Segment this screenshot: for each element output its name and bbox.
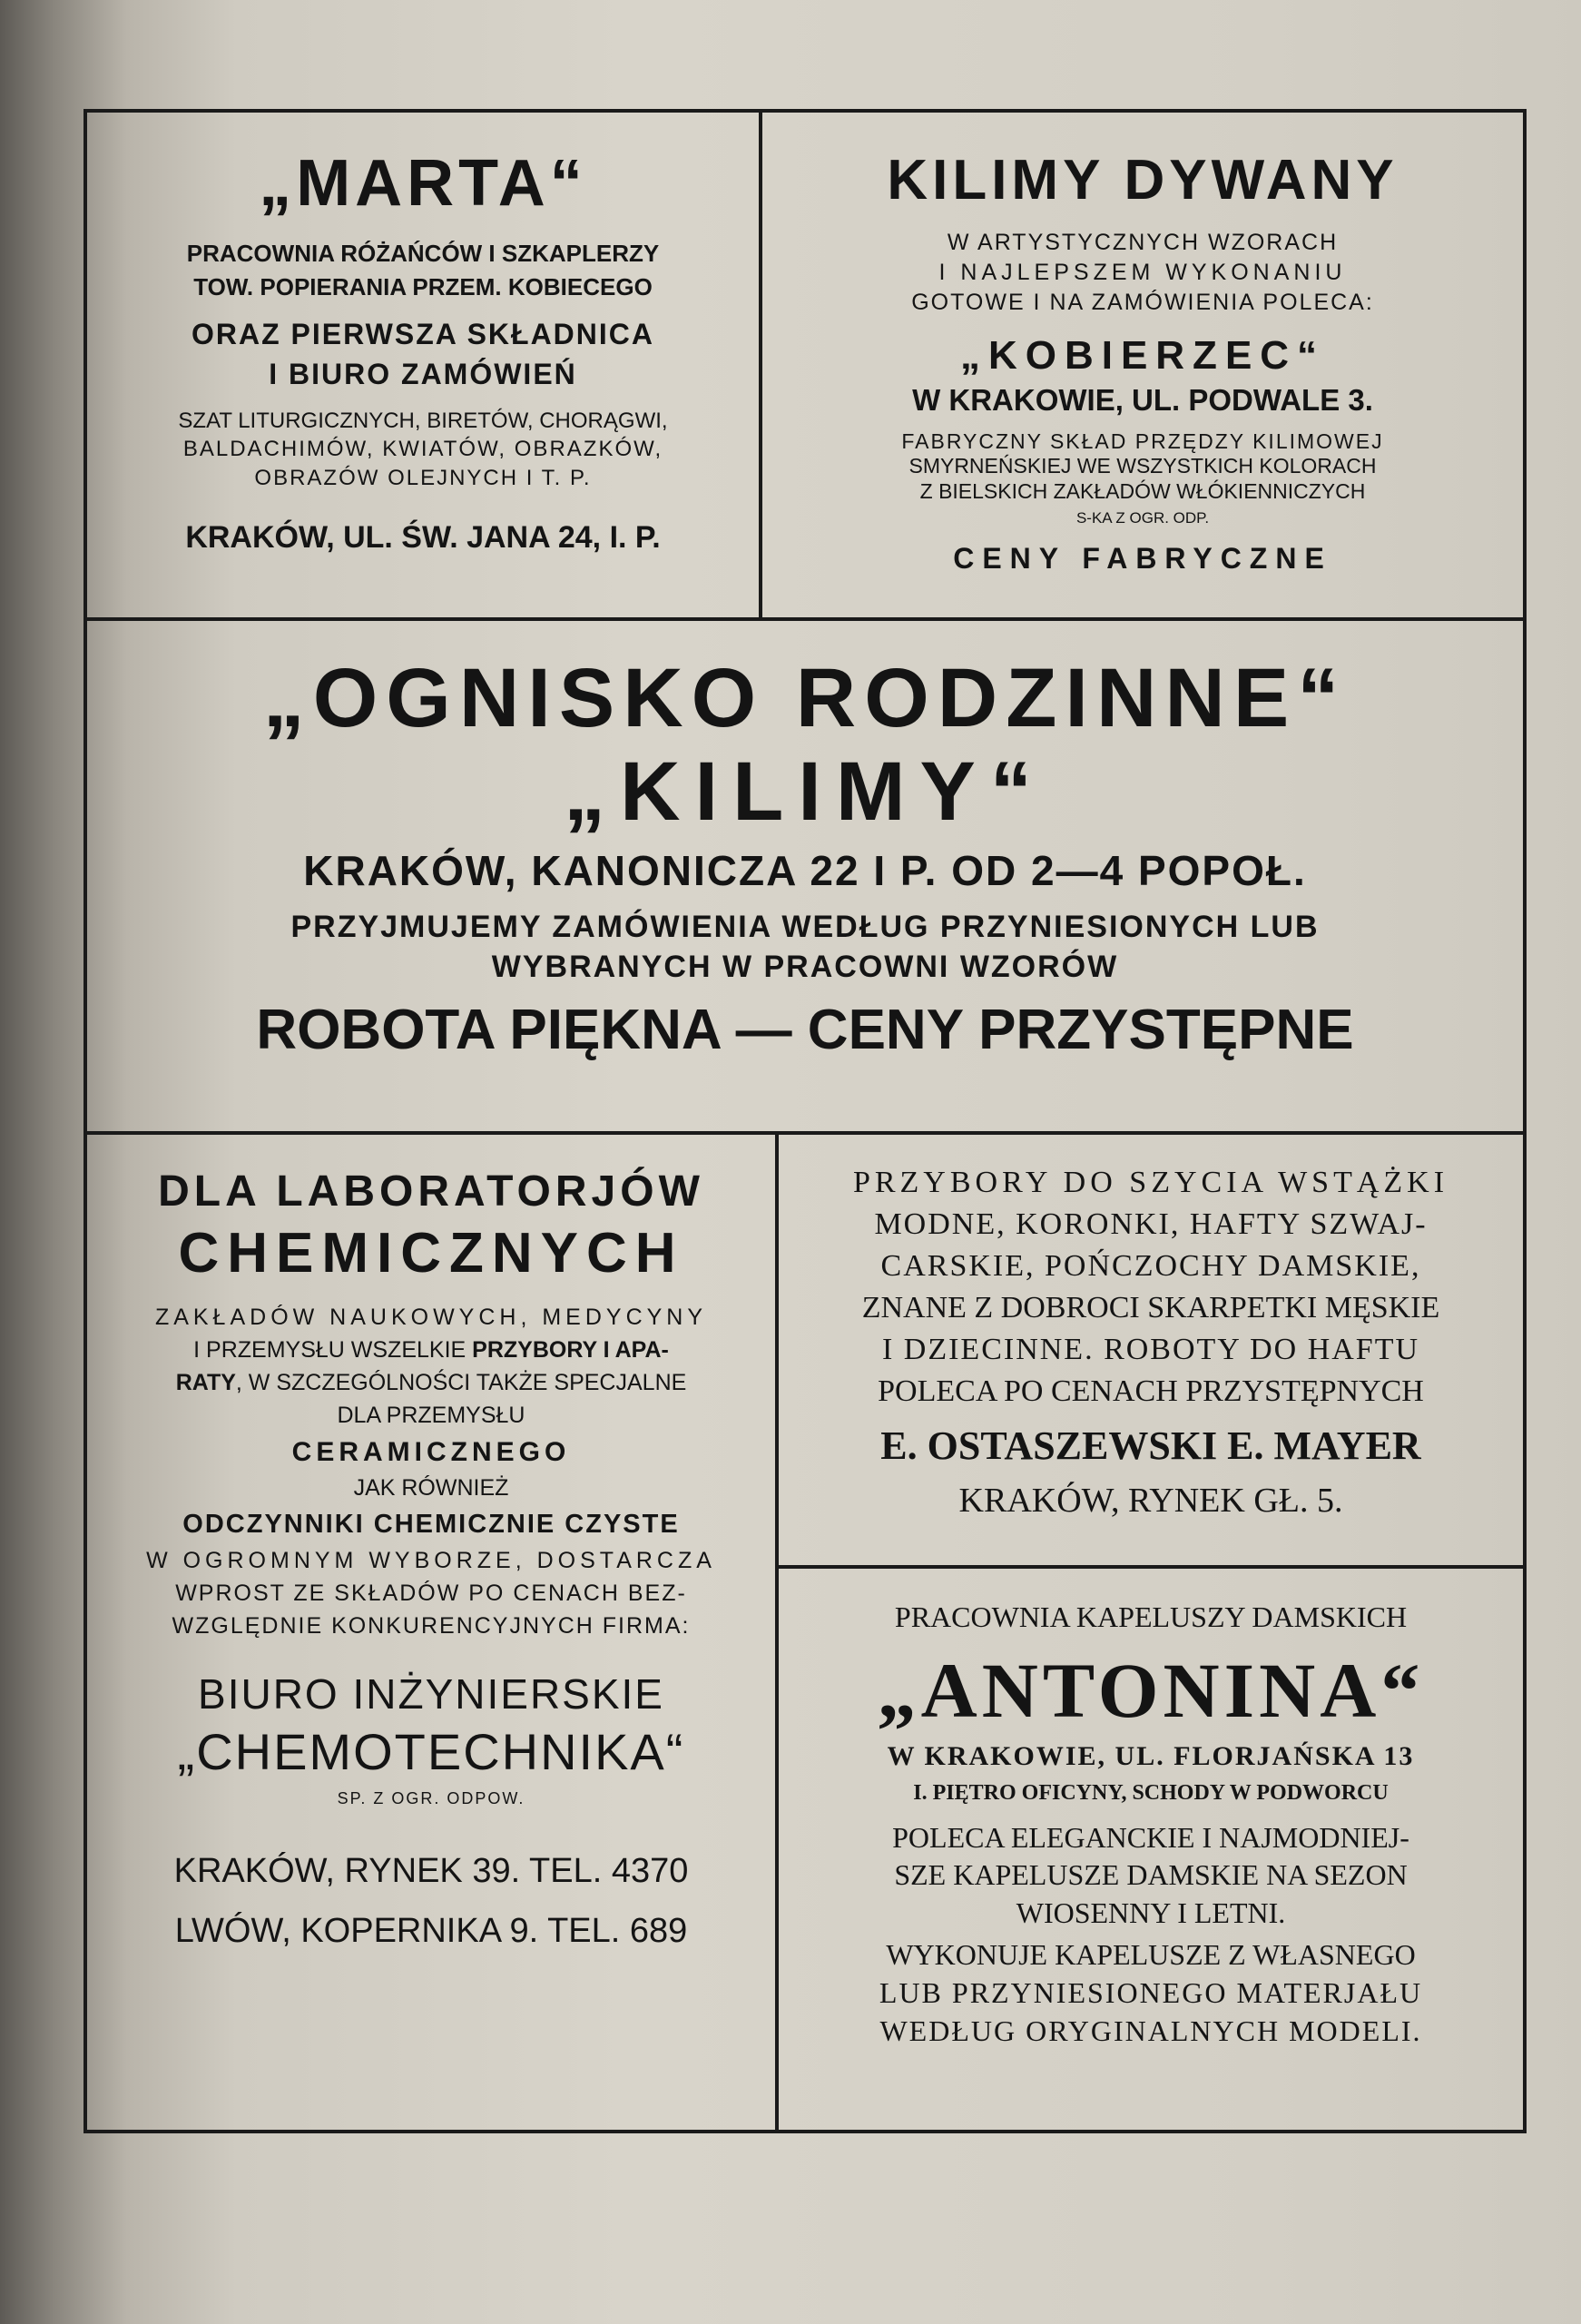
chem-name1: BIURO INŻYNIERSKIE	[198, 1670, 664, 1718]
antonina-line3: SZE KAPELUSZE DAMSKIE NA SEZON	[894, 1858, 1408, 1892]
chem-line8: W OGROMNYM WYBORZE, DOSTARCZA	[146, 1548, 716, 1574]
ostaszewski-line6: POLECA PO CENACH PRZYSTĘPNYCH	[878, 1374, 1424, 1409]
marta-line6: BALDACHIMÓW, KWIATÓW, OBRAZKÓW,	[182, 437, 663, 462]
chem-line2	[193, 1337, 669, 1363]
ad-ognisko-rodzinne	[87, 621, 1523, 1131]
ad-ostaszewski	[779, 1135, 1523, 1565]
kobierzec-title: KILIMY DYWANY	[887, 149, 1399, 212]
marta-address: KRAKÓW, UL. ŚW. JANA 24, I. P.	[185, 520, 661, 556]
ostaszewski-line1: PRZYBORY DO SZYCIA WSTĄŻKI	[852, 1166, 1449, 1199]
chem-line2-bold: PRZYBORY I APA-	[472, 1337, 669, 1364]
ostaszewski-name: E. OSTASZEWSKI E. MAYER	[880, 1423, 1421, 1469]
chem-line3	[176, 1370, 687, 1395]
ognisko-line2: WYBRANYCH W PRACOWNI WZORÓW	[491, 949, 1119, 984]
antonina-line5: WYKONUJE KAPELUSZE Z WŁASNEGO	[886, 1938, 1416, 1972]
ognisko-title1: „OGNISKO RODZINNE“	[262, 652, 1348, 744]
kobierzec-line5: SMYRNEŃSKIEJ WE WSZYSTKICH KOLORACH	[908, 454, 1377, 478]
chem-name2: „CHEMOTECHNIKA“	[177, 1722, 685, 1780]
printed-page	[64, 0, 1581, 2324]
chem-line2-regular: I PRZEMYSŁU WSZELKIE	[193, 1337, 473, 1364]
chem-address1: KRAKÓW, RYNEK 39. TEL. 4370	[173, 1851, 689, 1890]
kobierzec-line1: W ARTYSTYCZNYCH WZORACH	[947, 230, 1339, 256]
marta-title: „MARTA“	[259, 147, 587, 220]
antonina-floor: I. PIĘTRO OFICYNY, SCHODY W PODWORCU	[913, 1780, 1389, 1805]
marta-line1: PRACOWNIA RÓŻAŃCÓW I SZKAPLERZY	[186, 239, 660, 267]
marta-line3: ORAZ PIERWSZA SKŁADNICA	[191, 317, 654, 350]
kobierzec-line7: S-KA Z OGR. ODP.	[1075, 508, 1210, 527]
chem-line7: ODCZYNNIKI CHEMICZNIE CZYSTE	[182, 1509, 680, 1539]
ostaszewski-line4: ZNANE Z DOBROCI SKARPETKI MĘSKIE	[861, 1291, 1440, 1325]
kobierzec-address: W KRAKOWIE, UL. PODWALE 3.	[912, 382, 1373, 417]
kobierzec-line4: FABRYCZNY SKŁAD PRZĘDZY KILIMOWEJ	[901, 428, 1384, 453]
ognisko-slogan: ROBOTA PIĘKNA — CENY PRZYSTĘPNE	[256, 998, 1354, 1061]
ognisko-title2: „KILIMY“	[564, 745, 1046, 839]
antonina-line7: WEDŁUG ORYGINALNYCH MODELI.	[879, 2014, 1422, 2047]
chem-line3-bold: RATY	[175, 1370, 236, 1396]
kobierzec-line2: I NAJLEPSZEM WYKONANIU	[938, 260, 1347, 286]
ostaszewski-line3: CARSKIE, POŃCZOCHY DAMSKIE,	[880, 1249, 1421, 1284]
chem-line10: WZGLĘDNIE KONKURENCYJNYCH FIRMA:	[172, 1613, 691, 1640]
marta-line4: I BIURO ZAMÓWIEŃ	[269, 357, 577, 390]
ad-kobierzec	[762, 113, 1523, 617]
ostaszewski-address: KRAKÓW, RYNEK GŁ. 5.	[958, 1481, 1343, 1520]
chem-title2: CHEMICZNYCH	[178, 1221, 684, 1285]
antonina-line4: WIOSENNY I LETNI.	[1016, 1896, 1286, 1930]
kobierzec-name: „KOBIERZEC“	[959, 333, 1326, 379]
kobierzec-line3: GOTOWE I NA ZAMÓWIENIA POLECA:	[911, 290, 1374, 316]
antonina-name: „ANTONINA“	[877, 1646, 1425, 1734]
ad-marta	[87, 113, 759, 617]
chem-line1: ZAKŁADÓW NAUKOWYCH, MEDYCYNY	[154, 1305, 708, 1331]
chem-line9: WPROST ZE SKŁADÓW PO CENACH BEZ-	[175, 1581, 687, 1607]
chem-line4: DLA PRZEMYSŁU	[337, 1403, 525, 1429]
antonina-line2: POLECA ELEGANCKIE I NAJMODNIEJ-	[892, 1820, 1409, 1854]
chem-line5: CERAMICZNEGO	[291, 1437, 571, 1468]
ognisko-address: KRAKÓW, KANONICZA 22 I P. OD 2—4 POPOŁ.	[303, 847, 1307, 895]
ad-chemotechnika	[87, 1135, 775, 2130]
chem-address2: LWÓW, KOPERNIKA 9. TEL. 689	[174, 1912, 688, 1951]
ognisko-line1: PRZYJMUJEMY ZAMÓWIENIA WEDŁUG PRZYNIESIONYCH LUB	[290, 909, 1320, 944]
antonina-line1: PRACOWNIA KAPELUSZY DAMSKICH	[894, 1600, 1408, 1633]
ad-antonina	[779, 1569, 1523, 2130]
marta-line5: SZAT LITURGICZNYCH, BIRETÓW, CHORĄGWI,	[178, 408, 668, 433]
antonina-address: W KRAKOWIE, UL. FLORJAŃSKA 13	[887, 1741, 1415, 1772]
chem-line6: JAK RÓWNIEŻ	[353, 1474, 509, 1501]
kobierzec-line6: Z BIELSKICH ZAKŁADÓW WŁÓKIENNICZYCH	[919, 479, 1366, 504]
marta-line2: TOW. POPIERANIA PRZEM. KOBIECEGO	[193, 272, 653, 300]
chem-company: SP. Z OGR. ODPOW.	[337, 1789, 525, 1808]
ostaszewski-line2: MODNE, KORONKI, HAFTY SZWAJ-	[874, 1207, 1428, 1242]
ostaszewski-line5: I DZIECINNE. ROBOTY DO HAFTU	[881, 1333, 1420, 1367]
advertisement-frame	[83, 109, 1527, 2133]
kobierzec-prices: CENY FABRYCZNE	[953, 541, 1332, 575]
antonina-line6: LUB PRZYNIESIONEGO MATERJAŁU	[879, 1975, 1423, 2009]
chem-title1: DLA LABORATORJÓW	[158, 1167, 704, 1216]
marta-line7: OBRAZÓW OLEJNYCH I T. P.	[254, 466, 592, 491]
chem-line3-regular: , W SZCZEGÓLNOŚCI TAKŻE SPECJALNE	[235, 1370, 687, 1396]
